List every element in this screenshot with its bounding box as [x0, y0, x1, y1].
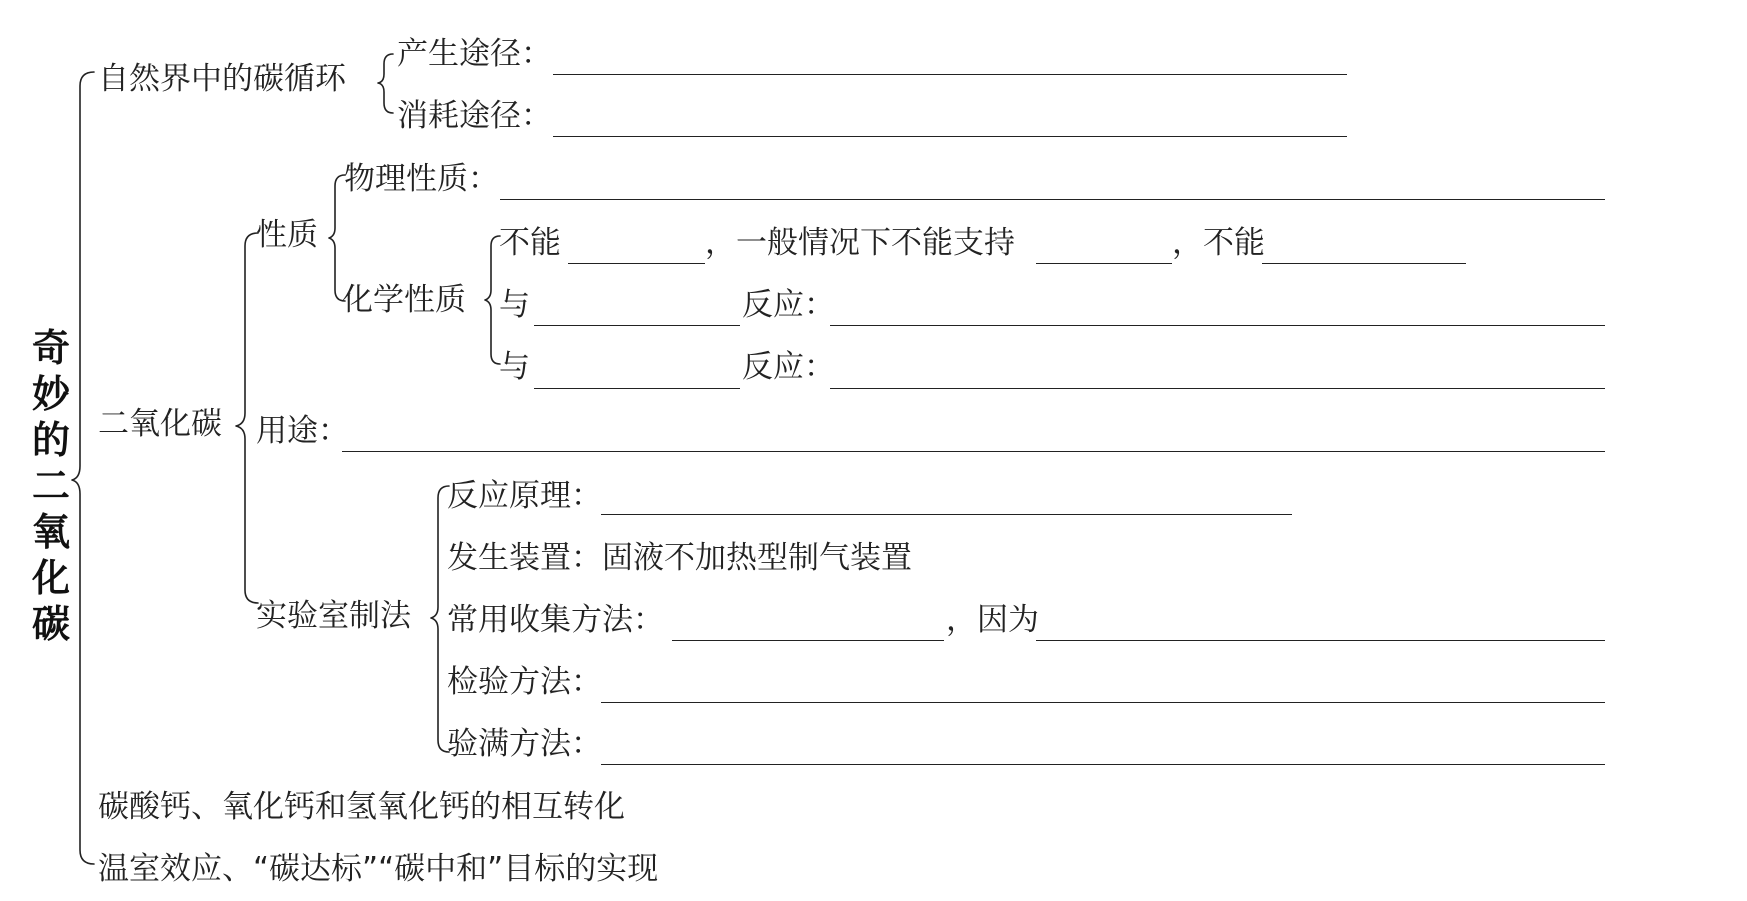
- physical-property-label: 物理性质：: [344, 161, 499, 197]
- main-brace: [72, 72, 94, 864]
- chem-with-label-2: 与: [499, 349, 530, 385]
- chem-blank-2[interactable]: [1036, 263, 1172, 264]
- chem-equation-blank-2[interactable]: [830, 388, 1605, 389]
- title-char: 二: [31, 463, 70, 508]
- reaction-principle-blank[interactable]: [601, 514, 1292, 515]
- chem-reactant-blank-2[interactable]: [534, 388, 740, 389]
- co2-label: 二氧化碳: [98, 406, 222, 442]
- apparatus-text: 发生装置：固液不加热型制气装置: [447, 540, 912, 576]
- reaction-principle-label: 反应原理：: [447, 478, 602, 514]
- greenhouse-label: 温室效应、“碳达标”“碳中和”目标的实现: [98, 851, 659, 887]
- chem-blank-1[interactable]: [568, 263, 705, 264]
- uses-label: 用途：: [256, 413, 349, 449]
- title-char: 妙: [31, 371, 70, 416]
- conversion-label: 碳酸钙、氧化钙和氢氧化钙的相互转化: [98, 789, 625, 825]
- produce-route-label: 产生途径：: [397, 36, 552, 72]
- because-blank[interactable]: [1036, 640, 1605, 641]
- chem-line1-a: 不能: [499, 225, 561, 261]
- collection-method-blank[interactable]: [672, 640, 944, 641]
- lab-prep-label: 实验室制法: [256, 598, 411, 634]
- physical-property-blank[interactable]: [500, 199, 1605, 200]
- carbon-cycle-brace: [378, 54, 393, 113]
- collection-method-label: 常用收集方法：: [447, 602, 664, 638]
- properties-label: 性质: [256, 217, 318, 253]
- produce-route-blank[interactable]: [553, 74, 1347, 75]
- chem-react-label-2: 反应：: [742, 349, 835, 385]
- chem-react-label-1: 反应：: [742, 287, 835, 323]
- title-char: 碳: [31, 601, 70, 646]
- carbon-cycle-label: 自然界中的碳循环: [98, 61, 346, 97]
- test-method-label: 检验方法：: [447, 664, 602, 700]
- uses-blank[interactable]: [342, 451, 1605, 452]
- consume-route-blank[interactable]: [553, 136, 1347, 137]
- consume-route-label: 消耗途径：: [397, 98, 552, 134]
- full-test-method-label: 验满方法：: [447, 726, 602, 762]
- chem-line1-b: ，一般情况下不能支持: [705, 225, 1015, 261]
- chemical-property-label: 化学性质: [342, 282, 466, 318]
- title-char: 奇: [31, 325, 70, 370]
- chem-blank-3[interactable]: [1262, 263, 1466, 264]
- co2-brace: [236, 233, 258, 603]
- test-method-blank[interactable]: [601, 702, 1605, 703]
- chemical-brace: [485, 236, 500, 364]
- chem-reactant-blank-1[interactable]: [534, 325, 740, 326]
- full-test-method-blank[interactable]: [601, 764, 1605, 765]
- title-char: 氧: [31, 509, 70, 554]
- chem-equation-blank-1[interactable]: [830, 325, 1605, 326]
- title-char: 化: [31, 555, 70, 600]
- chem-with-label-1: 与: [499, 287, 530, 323]
- because-label: ，因为: [946, 602, 1039, 638]
- title-char: 的: [31, 417, 70, 462]
- chem-line1-c: ，不能: [1172, 225, 1265, 261]
